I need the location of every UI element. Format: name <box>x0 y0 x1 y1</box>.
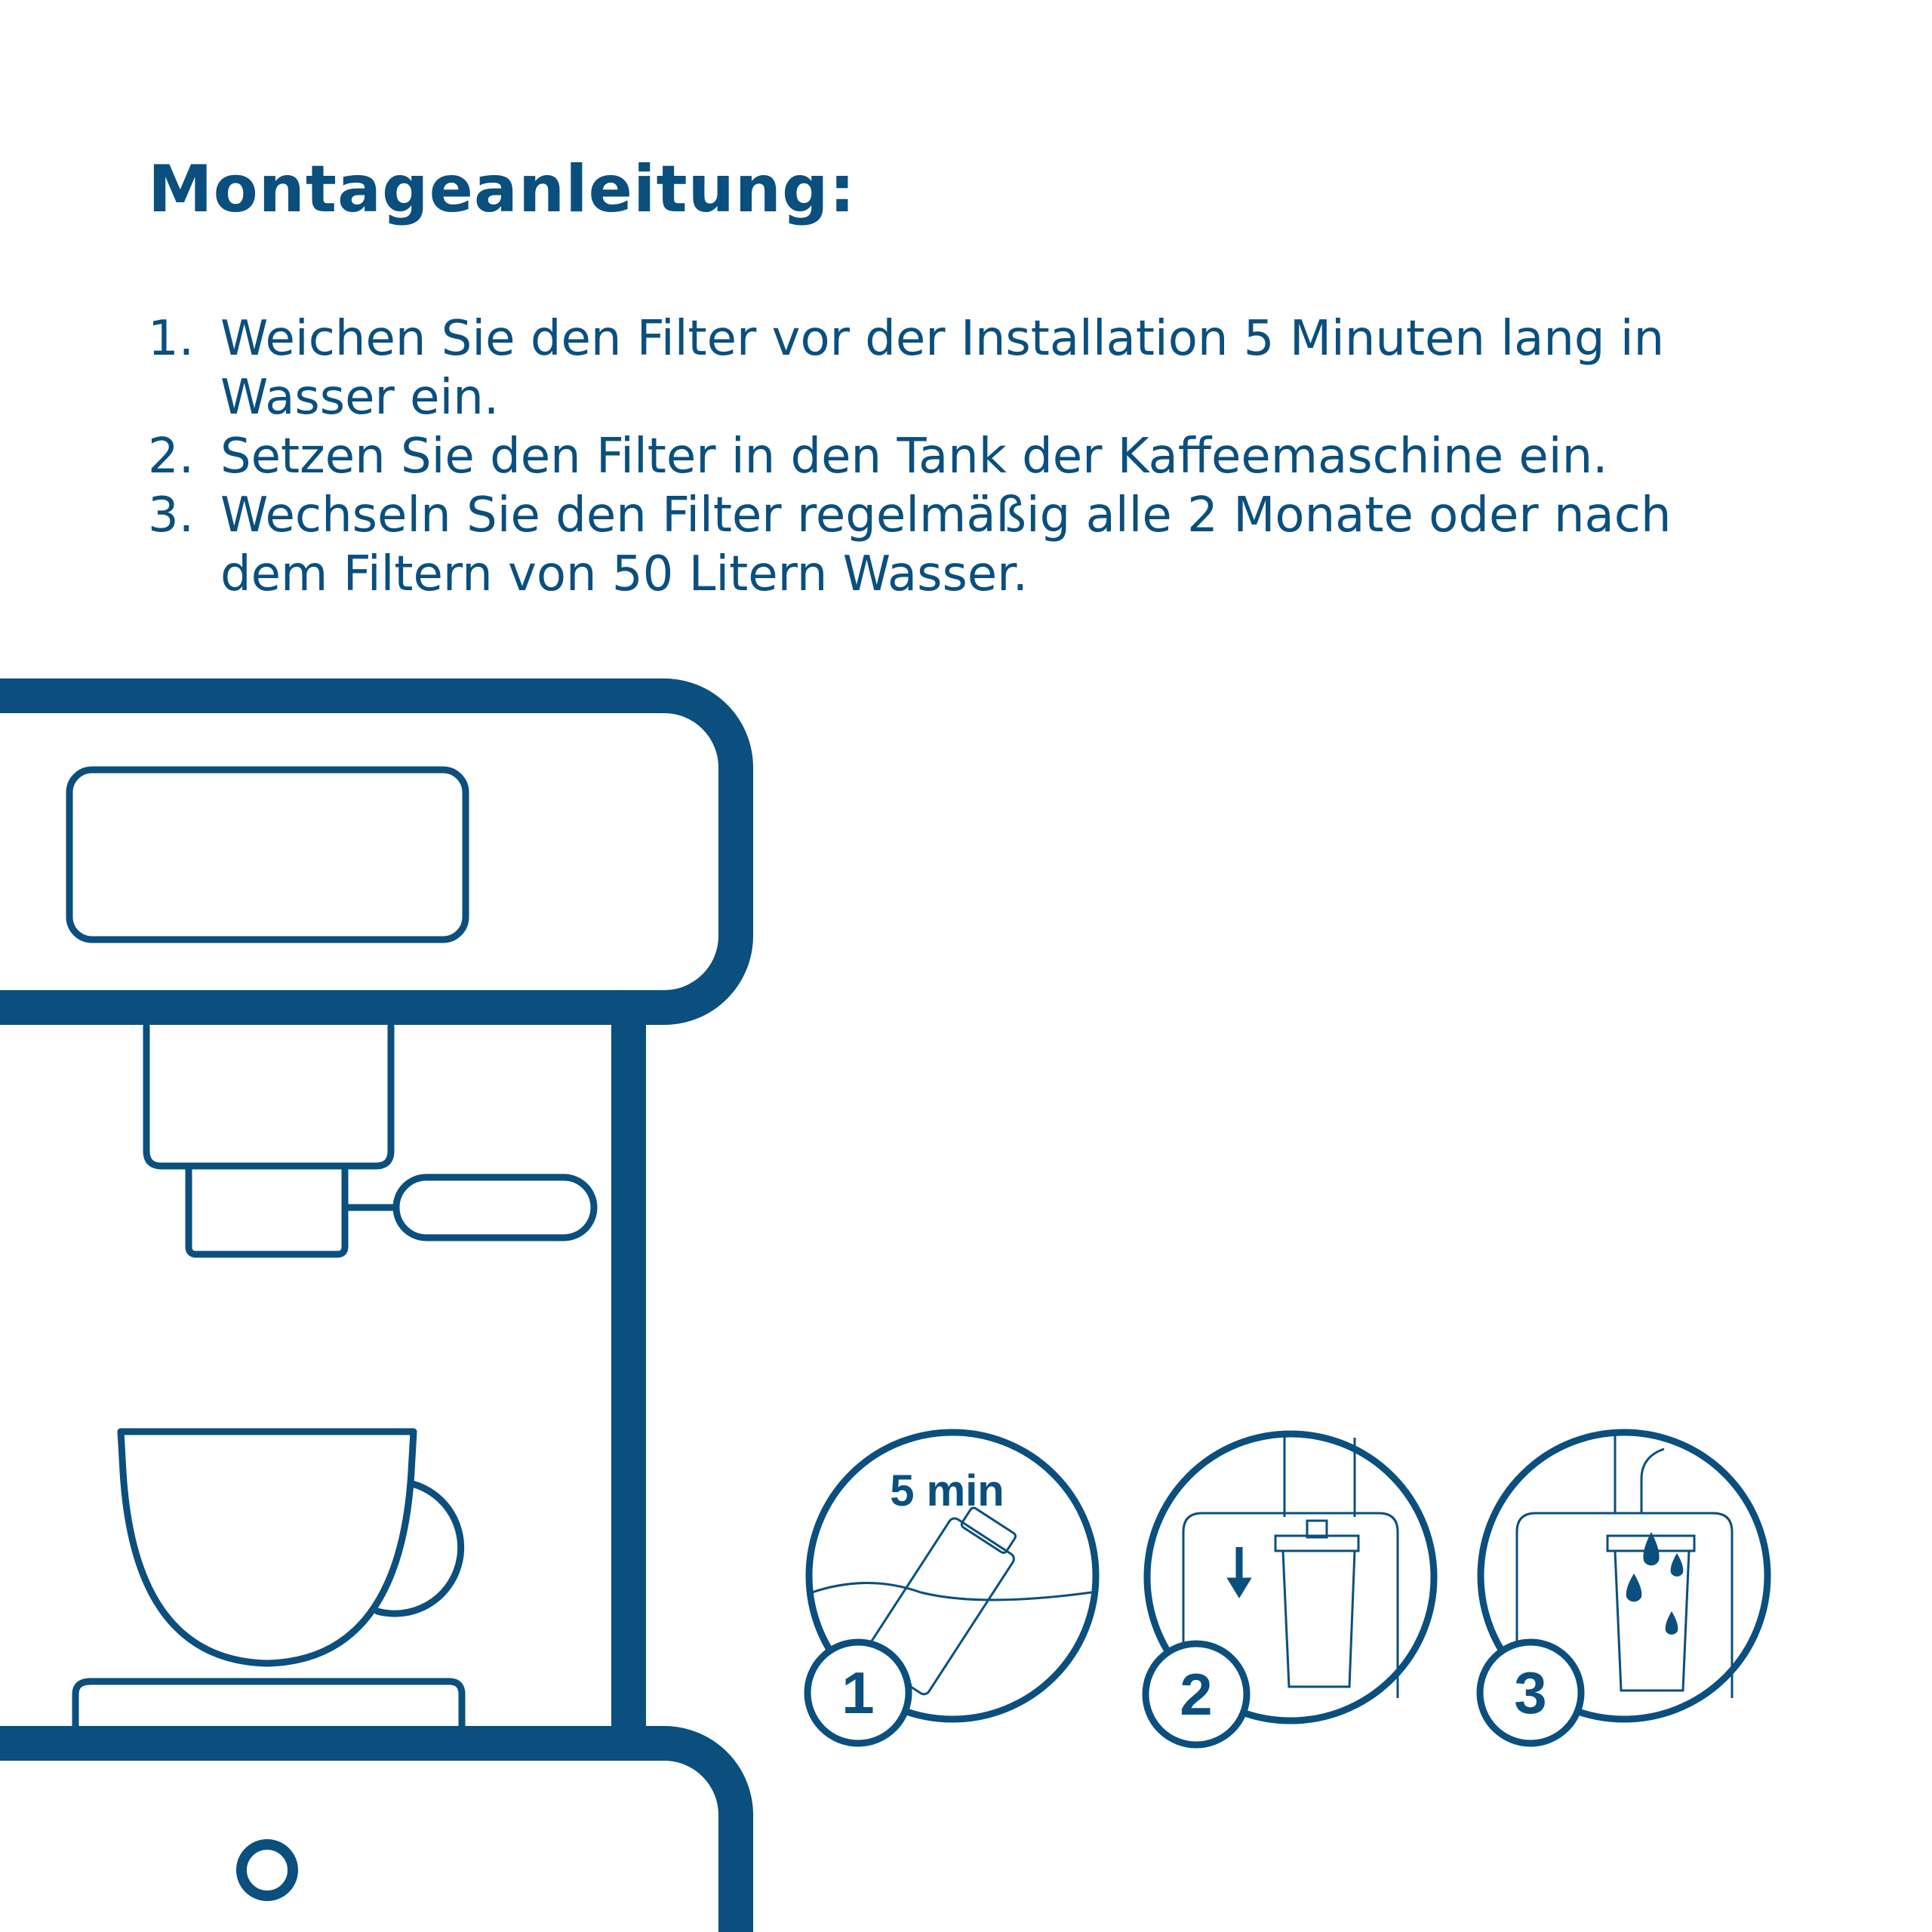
replace-filter-icon <box>1480 1432 1767 1743</box>
display-icon <box>69 770 466 940</box>
step-number: 3. <box>148 488 195 543</box>
step-text: Weichen Sie den Filter vor der Installation 5 Minuten lang in Wasser ein. <box>220 311 1665 426</box>
insert-filter-icon <box>1146 1434 1434 1745</box>
machine-base <box>0 1743 736 1932</box>
badge-label: 3 <box>1514 1660 1547 1726</box>
step-number: 2. <box>148 429 195 485</box>
coffee-machine-icon <box>0 696 736 1932</box>
drip-tray-icon <box>75 1681 462 1727</box>
machine-top-housing <box>0 696 736 1008</box>
badge-label: 1 <box>841 1660 875 1726</box>
cup-handle <box>377 1484 461 1614</box>
step-text: Setzen Sie den Filter in den Tank der Kaffeemaschine ein. <box>220 429 1608 485</box>
cup-icon <box>121 1432 414 1663</box>
step-text: Wechseln Sie den Filter regelmäßig alle 2 Monate oder nach dem Filtern von 50 Litern Wasser. <box>220 488 1672 602</box>
soak-time-label: 5 min <box>890 1466 1004 1515</box>
step-number: 1. <box>148 311 195 367</box>
power-button-icon <box>242 1844 293 1896</box>
portafilter-handle <box>396 1177 594 1238</box>
badge-label: 2 <box>1180 1661 1213 1727</box>
soak-filter-icon <box>808 1432 1096 1743</box>
brew-head-icon <box>146 1026 391 1166</box>
page-title: Montageanleitung: <box>148 152 856 227</box>
portafilter-icon <box>189 1168 345 1254</box>
